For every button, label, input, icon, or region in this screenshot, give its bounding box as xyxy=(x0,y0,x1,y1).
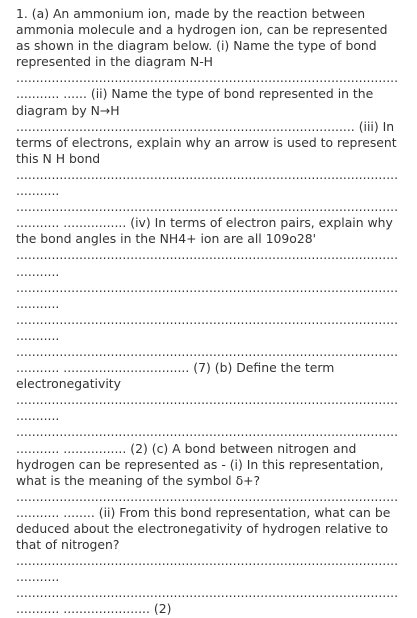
question-text xyxy=(16,6,401,618)
part-1a-ii-prompt: (ii) Name the type of bond represented in the diagram by N→H xyxy=(16,86,374,118)
answer-dots-1b: ............................................................................................................ ............................................................................................................ ................ xyxy=(16,392,399,456)
part-1a-intro: 1. (a) An ammonium ion, made by the reaction between ammonia molecule and a hydrogen ion, can be represented as shown in the diagram below. (i) Name the type of bond represented in the diagram N-H xyxy=(16,6,388,70)
answer-dots-1a-i: ............................................................................................................ ...... xyxy=(16,70,399,102)
part-1a-iv-prompt: (iv) In terms of electron pairs, explain why the bond angles in the NH4+ ion are all 109o28' xyxy=(16,215,393,247)
part-1b-prompt: (b) Define the term electronegativity xyxy=(16,360,335,392)
marks-1c: (2) xyxy=(153,601,172,617)
marks-1a: (7) xyxy=(193,360,211,376)
part-1c-prompt: (c) A bond between nitrogen and hydrogen can be represented as - (i) In this representation, what is the meaning of the symbol δ+? xyxy=(16,440,384,488)
answer-dots-1a-iii: ............................................................................................................ ............................................................................................................ ................ xyxy=(16,166,399,231)
answer-dots-1c-ii: ............................................................................................................ ............................................................................................................ ...................... xyxy=(16,553,399,617)
part-1c-ii-prompt: (ii) From this bond representation, what can be deduced about the electronegativity of hydrogen relative to that of nitrogen? xyxy=(16,504,391,553)
answer-dots-1c-i: ............................................................................................................ ........ xyxy=(16,488,399,520)
answer-dots-1a-iv: ............................................................................................................ ............................................................................................................ ............................................................................................................ ............................................................................................................ ................................ xyxy=(16,247,399,376)
marks-1b: (2) xyxy=(130,440,148,456)
answer-dots-1a-ii: ...................................................................................... xyxy=(16,118,355,134)
part-1a-iii-prompt: (iii) In terms of electrons, explain why an arrow is used to represent this N H bond xyxy=(16,118,397,166)
